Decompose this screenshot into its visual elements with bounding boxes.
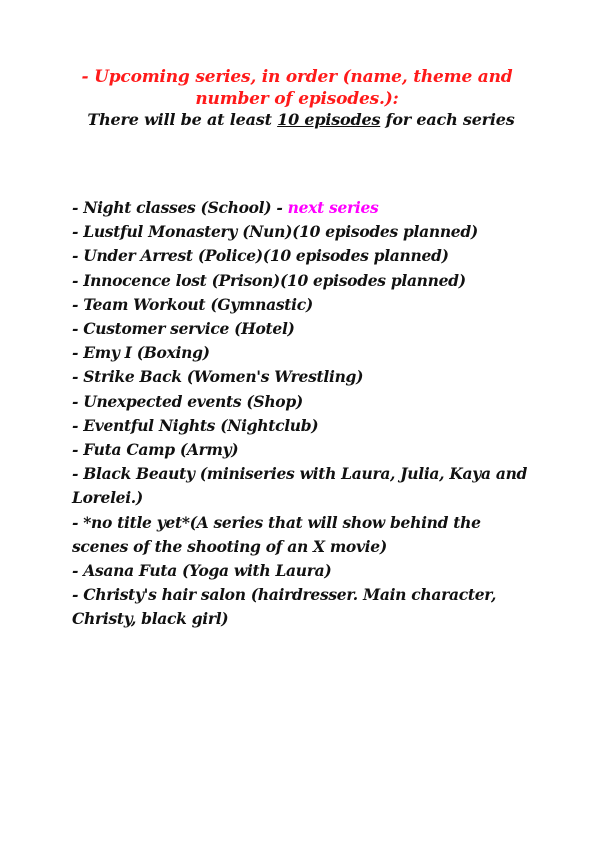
next-series-tag: next series — [287, 198, 379, 217]
series-title: - Innocence lost (Prison)(10 episodes planned) — [72, 270, 466, 290]
list-item — [72, 438, 532, 462]
list-item — [72, 244, 532, 268]
list-item — [72, 559, 532, 583]
series-title: - Black Beauty (miniseries with Laura, Julia, Kaya and Lorelei.) — [72, 464, 528, 508]
series-title: - Strike Back (Women's Wrestling) — [72, 367, 364, 387]
series-title: - Asana Futa (Yoga with Laura) — [72, 561, 332, 581]
list-item — [72, 196, 532, 220]
series-title: - Eventful Nights (Nightclub) — [72, 415, 319, 435]
upcoming-series-heading: - Upcoming series, in order (name, theme and number of episodes.): — [81, 67, 513, 109]
list-item — [72, 317, 532, 341]
list-item — [72, 269, 532, 293]
list-item — [72, 462, 532, 510]
note-prefix: There will be at least — [87, 110, 278, 129]
series-title: - *no title yet*(A series that will show behind the scenes of the shooting of an X movie) — [72, 512, 481, 556]
series-title: - Lustful Monastery (Nun)(10 episodes planned) — [72, 222, 478, 242]
list-item — [72, 390, 532, 414]
series-title: - Team Workout (Gymnastic) — [72, 294, 313, 314]
header — [72, 66, 530, 130]
list-item — [72, 583, 532, 631]
series-title: - Unexpected events (Shop) — [72, 391, 303, 411]
list-item — [72, 293, 532, 317]
series-list — [72, 196, 532, 632]
list-item — [72, 341, 532, 365]
episode-count-note — [72, 110, 530, 130]
list-item — [72, 220, 532, 244]
note-underlined: 10 episodes — [277, 110, 381, 129]
list-item — [72, 511, 532, 559]
series-title: - Christy's hair salon (hairdresser. Main character, Christy, black girl) — [72, 585, 497, 629]
note-suffix: for each series — [380, 110, 515, 129]
list-item — [72, 414, 532, 438]
series-title: - Night classes (School) - — [72, 198, 288, 217]
series-title: - Under Arrest (Police)(10 episodes planned) — [72, 246, 449, 266]
series-title: - Customer service (Hotel) — [72, 319, 295, 339]
series-title: - Futa Camp (Army) — [72, 440, 239, 460]
series-title: - Emy I (Boxing) — [72, 343, 210, 363]
list-item — [72, 365, 532, 389]
